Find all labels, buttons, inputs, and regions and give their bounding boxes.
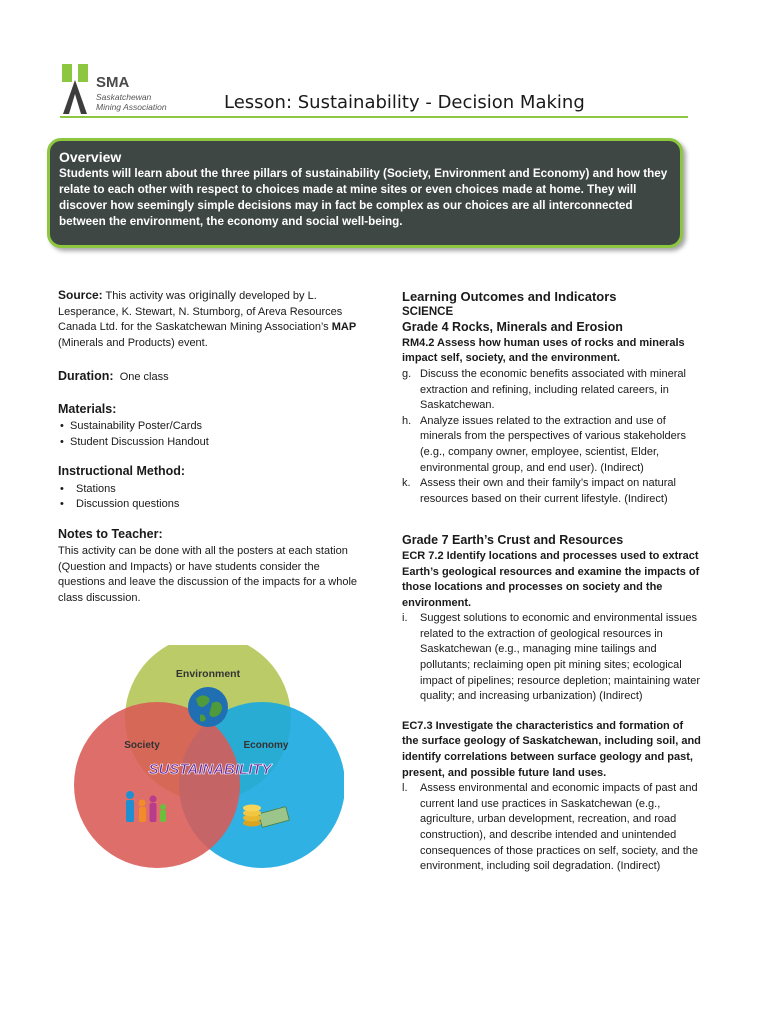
sma-logo [60, 64, 210, 116]
source-text-originally: originally [188, 288, 237, 302]
globe-icon [188, 687, 228, 727]
method-item: • Stations [58, 482, 358, 498]
grade4-title: Grade 4 Rocks, Minerals and Erosion [402, 320, 623, 335]
duration-block [58, 369, 358, 386]
materials-item: • Student Discussion Handout [58, 435, 358, 451]
sustainability-center-label: SUSTAINABILITY [148, 761, 272, 778]
source-text-2: developed by L. Lesperance, K. Stewart, N. Stumborg, of Areva Resources Canada Ltd. for the Saskatchewan Mining Association’s [58, 290, 343, 333]
materials-list [58, 419, 358, 450]
learning-outcomes-heading: Learning Outcomes and Indicators [402, 289, 617, 304]
notes-text: This activity can be done with all the posters at each station (Question and Impacts) or have students consider the questions and leave the discussion of the impacts for a whole class discussion. [58, 545, 358, 604]
overview-heading: Overview [59, 149, 122, 165]
right-column [402, 289, 702, 875]
notes-block [58, 527, 358, 607]
list-item: g. Discuss the economic benefits associated with mineral extraction and refining, including related careers, in Saskatchewan. [402, 367, 686, 412]
society-label: Society [124, 740, 160, 751]
grade7-title: Grade 7 Earth’s Crust and Resources [402, 533, 624, 548]
list-item: h. Analyze issues related to the extraction and use of minerals from the perspectives of various stakeholders (e.g., company owner, employee, scientist, Elder, environmental group, and end user). (Indirect) [402, 414, 686, 474]
method-list [58, 482, 358, 513]
ecr72-indicator: ECR 7.2 Identify locations and processes used to extract Earth’s geological resources and examine the impacts of those locations and processes on society and the environment. [402, 549, 700, 609]
source-text-3: (Minerals and Products) event. [58, 336, 208, 349]
subject-label: SCIENCE [402, 305, 454, 318]
materials-item: • Sustainability Poster/Cards [58, 419, 358, 435]
materials-heading: Materials: [58, 401, 117, 416]
source-label: Source: [58, 288, 103, 302]
economy-label: Economy [243, 740, 289, 751]
header-divider [60, 116, 688, 118]
list-item: k. Assess their own and their family’s impact on natural resources based on their current lifestyle. (Indirect) [402, 477, 676, 505]
logo-abbreviation: SMA [96, 74, 130, 91]
list-item: i. Suggest solutions to economic and environmental issues related to the extraction of geological resources in Saskatchewan (e.g., managing mine tailings and pollutants; reclaiming open pit mining sites; ecological impact of pipelines; resource depletion; maintaining water quality; and increasing urbanization) (Indirect) [402, 612, 701, 703]
society-circle [74, 702, 240, 868]
list-item: l. Assess environmental and economic impacts of past and current land use practices in Saskatchewan (e.g., agriculture, urban development, recreation, and road construction), and describe intended and unintended consequences of those practices on self, society, and the environment, including soil degradation. (Indirect) [402, 782, 699, 873]
sustainability-venn-diagram [74, 645, 344, 875]
method-item: • Discussion questions [58, 497, 358, 513]
ec73-indicator: EC7.3 Investigate the characteristics and formation of the surface geology of Saskatchewan, including soil, and identify correlations between surface geology and past, present, and possible future land uses. [402, 719, 701, 779]
lesson-title: Lesson: Sustainability - Decision Making [224, 92, 585, 113]
method-heading: Instructional Method: [58, 464, 186, 478]
method-block [58, 464, 358, 513]
overview-text: Students will learn about the three pillars of sustainability (Society, Environment and Economy) and how they relate to each other with respect to choices made at mine sites or even choices made at home. They will discover how seemingly simple decisions may in fact be complex as our choices are all interconnected between the environment, the economy and social well-being. [59, 167, 668, 228]
environment-label: Environment [175, 668, 241, 680]
source-block [58, 288, 358, 351]
duration-label: Duration: [58, 369, 114, 383]
duration-value: One class [119, 371, 169, 383]
logo-subtitle: Saskatchewan Mining Association [96, 92, 167, 112]
source-map: MAP [331, 321, 357, 333]
materials-block [58, 402, 358, 451]
rm42-indicator: RM4.2 Assess how human uses of rocks and minerals impact self, society, and the environment. [402, 336, 685, 365]
notes-heading: Notes to Teacher: [58, 526, 163, 541]
left-column [58, 288, 358, 620]
overview-box [47, 138, 683, 248]
source-text-1: This activity was [102, 290, 189, 302]
sma-logo-icon [60, 64, 92, 114]
